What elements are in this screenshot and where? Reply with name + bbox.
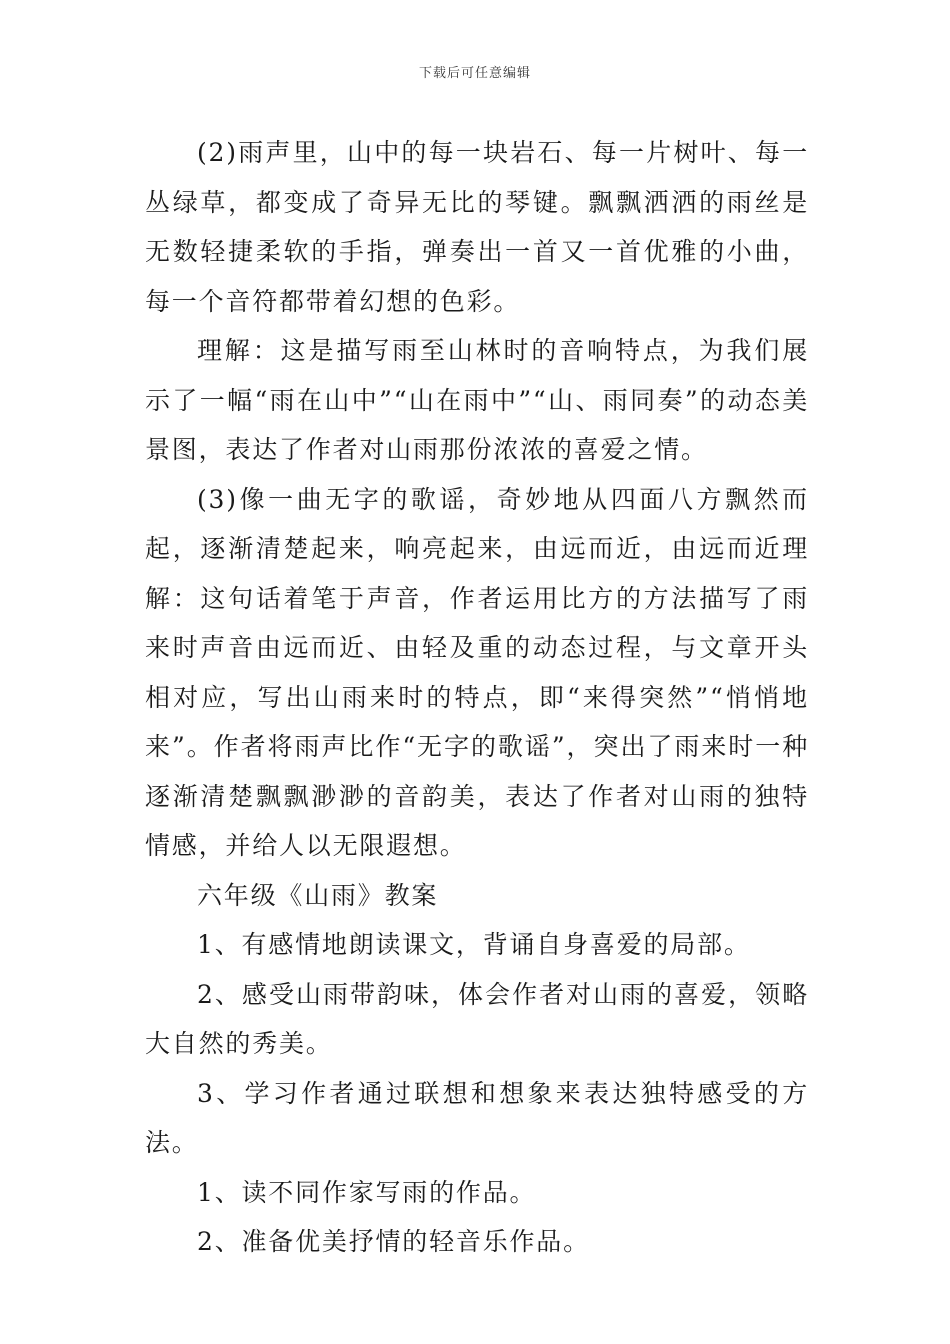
paragraph-sentence-3: (3)像一曲无字的歌谣，奇妙地从四面八方飘然而起，逐渐清楚起来，响亮起来，由远而近，由远而近理解：这句话着笔于声音，作者运用比方的方法描写了雨来时声音由远而近、由轻及重的动态过程，与文章开头相对应，写出山雨来时的特点，即“来得突然”“悄悄地来”。作者将雨声比作“无字的歌谣”，突出了雨来时一种逐渐清楚飘飘渺渺的音韵美，表达了作者对山雨的独特情感，并给人以无限遐想。	[145, 484, 809, 860]
page-header: 下载后可任意编辑	[418, 66, 531, 81]
paragraph-understanding-2: 理解：这是描写雨至山林时的音响特点，为我们展示了一幅“雨在山中”“山在雨中”“山、雨同奏”的动态美景图，表达了作者对山雨那份浓浓的喜爱之情。	[145, 336, 809, 464]
paragraph-sentence-2: (2)雨声里，山中的每一块岩石、每一片树叶、每一丛绿草，都变成了奇异无比的琴键。飘飘洒洒的雨丝是无数轻捷柔软的手指，弹奏出一首又一首优雅的小曲，每一个音符都带着幻想的色彩。	[145, 138, 809, 316]
goal-item-1: 1、有感情地朗读课文，背诵自身喜爱的局部。	[197, 930, 751, 959]
goal-item-3: 3、学习作者通过联想和想象来表达独特感受的方法。	[145, 1078, 809, 1157]
prep-item-2: 2、准备优美抒情的轻音乐作品。	[197, 1227, 590, 1256]
goal-item-2: 2、感受山雨带韵味，体会作者对山雨的喜爱，领略大自然的秀美。	[145, 979, 809, 1058]
document-body	[145, 128, 809, 1267]
prep-item-1: 1、读不同作家写雨的作品。	[197, 1177, 537, 1207]
lesson-plan-title: 六年级《山雨》教案	[197, 880, 439, 910]
